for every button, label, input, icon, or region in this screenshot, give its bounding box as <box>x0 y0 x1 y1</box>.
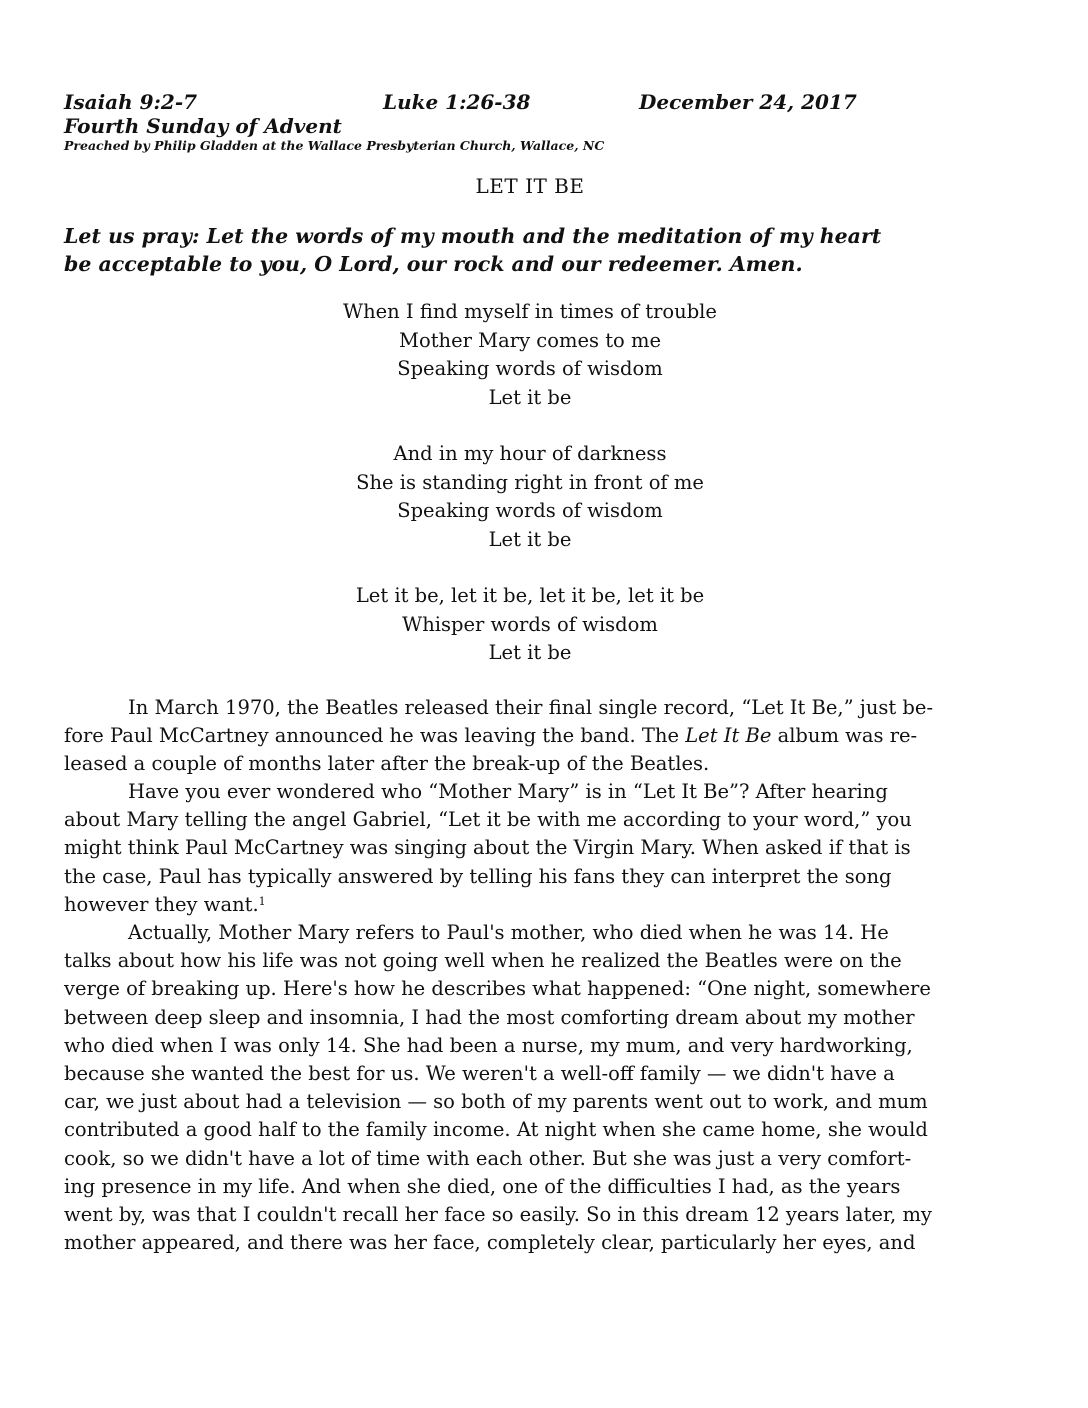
body-line: ing presence in my life. And when she died, one of the difficulties I had, as the years <box>64 1174 901 1198</box>
body-line: cook, so we didn't have a lot of time with each other. But she was just a very comfort- <box>64 1146 912 1170</box>
body-line: between deep sleep and insomnia, I had the most comforting dream about my mother <box>64 1005 915 1029</box>
body-line <box>64 891 996 919</box>
song-lyrics <box>64 298 996 668</box>
liturgical-day: Fourth Sunday of Advent <box>64 114 342 138</box>
prayer-line: Let us pray: Let the words of my mouth and the meditation of my heart <box>64 224 882 248</box>
body-line: talks about how his life was not going well when he realized the Beatles were on the <box>64 949 902 973</box>
lyric-line: She is standing right in front of me <box>356 470 704 494</box>
scripture-header <box>64 90 996 114</box>
lyric-line: Let it be <box>488 527 572 551</box>
prayer-line: be acceptable to you, O Lord, our rock and our redeemer. Amen. <box>64 252 803 276</box>
lyric-line: Speaking words of wisdom <box>397 357 663 380</box>
lyric-line: Let it be <box>488 641 572 664</box>
lyrics-stanza <box>64 582 996 668</box>
scripture-luke: Luke 1:26-38 <box>383 90 531 114</box>
sermon-body <box>64 694 996 1258</box>
lyric-line: Let it be, let it be, let it be, let it be <box>355 584 705 607</box>
lyric-line: Speaking words of wisdom <box>397 499 663 522</box>
lyrics-stanza <box>64 298 996 412</box>
paragraph <box>64 919 996 1257</box>
preacher-line: Preached by Philip Gladden at the Wallace Presbyterian Church, Wallace, NC <box>64 138 605 153</box>
opening-prayer <box>64 222 996 278</box>
body-line: verge of breaking up. Here's how he describes what happened: “One night, somewhere <box>64 977 931 1001</box>
body-line: In March 1970, the Beatles released their final single record, “Let It Be,” just be- <box>128 695 934 719</box>
lyric-line: Mother Mary comes to me <box>399 328 661 352</box>
body-line: mother appeared, and there was her face, completely clear, particularly her eyes, and <box>64 1231 916 1255</box>
body-line: Have you ever wondered who “Mother Mary” is in “Let It Be”? After hearing <box>128 780 888 804</box>
lyric-line: When I find myself in times of trouble <box>343 300 717 323</box>
album-title: Let It Be <box>685 723 772 747</box>
body-line: about Mary telling the angel Gabriel, “Let it be with me according to your word,” you <box>64 808 912 832</box>
sermon-title: LET IT BE <box>475 174 585 198</box>
paragraph <box>64 694 996 779</box>
footnote-ref[interactable]: 1 <box>258 894 266 908</box>
lyric-line: Let it be <box>488 385 572 409</box>
body-text: album was re- <box>771 723 918 747</box>
body-line <box>64 722 996 750</box>
body-line: who died when I was only 14. She had been a nurse, my mum, and very hardworking, <box>64 1033 913 1057</box>
sermon-date: December 24, 2017 <box>639 90 857 114</box>
body-line: leased a couple of months later after the break-up of the Beatles. <box>64 751 710 775</box>
paragraph <box>64 778 996 919</box>
body-line: Actually, Mother Mary refers to Paul's mother, who died when he was 14. He <box>128 921 889 944</box>
body-text: fore Paul McCartney announced he was leaving the band. The <box>64 723 686 747</box>
lyric-line: And in my hour of darkness <box>393 442 667 465</box>
body-line: contributed a good half to the family income. At night when she came home, she would <box>64 1118 928 1142</box>
body-line: went by, was that I couldn't recall her face so easily. So in this dream 12 years later, my <box>64 1202 932 1226</box>
body-line: the case, Paul has typically answered by telling his fans they can interpret the song <box>64 864 892 888</box>
body-line: because she wanted the best for us. We weren't a well-off family — we didn't have a <box>64 1061 895 1085</box>
body-line: might think Paul McCartney was singing about the Virgin Mary. When asked if that is <box>64 836 911 860</box>
body-line: car, we just about had a television — so both of my parents went out to work, and mum <box>64 1090 928 1114</box>
lyrics-stanza <box>64 440 996 554</box>
lyric-line: Whisper words of wisdom <box>402 612 658 636</box>
body-text: however they want. <box>64 892 259 916</box>
scripture-isaiah: Isaiah 9:2-7 <box>64 90 198 114</box>
sermon-page <box>64 90 996 1257</box>
